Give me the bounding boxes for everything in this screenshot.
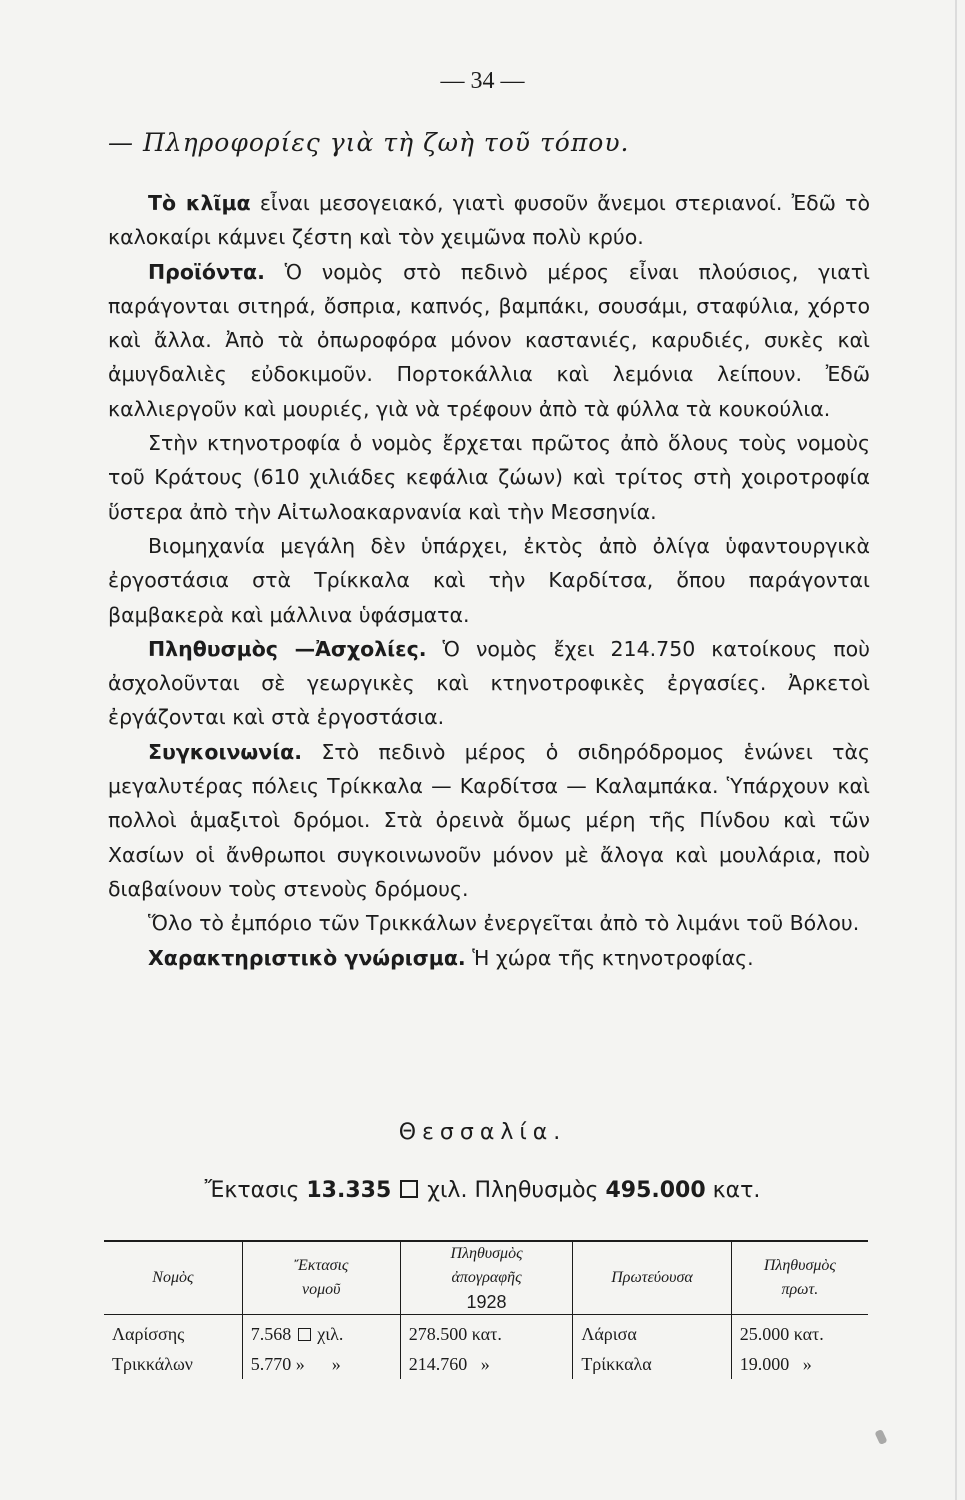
ektasis-label: Ἔκτασις [204, 1178, 300, 1203]
header-ektasis-line1: Ἔκτασις [294, 1257, 349, 1274]
ektasis-unit: χιλ. [427, 1178, 468, 1203]
table-row [104, 1315, 868, 1350]
header-nomos: Νομὸς [104, 1241, 242, 1315]
proionta-text: Ὁ νομὸς στὸ πεδινὸ μέρος εἶναι πλούσιος, γιατὶ παράγονται σιτηρά, ὄσπρια, καπνός, βαμπάκι, σουσάμι, σταφύλια, χόρτο καὶ ἄλλα. Ἀπὸ τὰ ὀπωροφόρα μόνον καστανιές, καρυδιές, συκὲς καὶ ἀμυγδαλιὲς εὐδοκιμοῦν. Πορτοκάλλια καὶ λεμόνια λείπουν. Ἐδῶ καλλιεργοῦν καὶ μουριές, γιὰ νὰ τρέφουν ἀπὸ τὰ φύλλα τὰ κουκούλια. [108, 259, 870, 421]
page-edge-line [955, 0, 957, 1500]
plithysmos-heading: Πληθυσμὸς —Ἀσχολίες. [148, 636, 427, 661]
plithysmos-label: Πληθυσμὸς [474, 1178, 599, 1203]
square-unit-icon [298, 1328, 311, 1341]
nomoi-table [104, 1240, 868, 1379]
cell-ektasis-value: 5.770 [250, 1354, 292, 1374]
proionta-heading: Προϊόντα. [148, 259, 265, 284]
paragraph-ktinotrofia: Στὴν κτηνοτροφία ὁ νομὸς ἔρχεται πρῶτος ἀπὸ ὅλους τοὺς νομοὺς τοῦ Κράτους (610 χιλιάδες κεφάλια ζώων) καὶ τρίτος στὴ χοιροτροφία ὕστερα ἀπὸ τὴν Αἰτωλοακαρνανία καὶ τὴν Μεσσηνία. [108, 431, 870, 524]
cell-ektasis [242, 1349, 400, 1379]
region-stats [0, 1178, 965, 1203]
paragraph-viomichania: Βιομηχανία μεγάλη δὲν ὑπάρχει, ἐκτὸς ἀπὸ ὀλίγα ὑφαντουργικὰ ἐργοστάσια στὰ Τρίκκαλα καὶ τὴν Καρδίτσα, ὅπου παράγονται βαμβακερὰ καὶ μάλλινα ὑφάσματα. [108, 533, 870, 627]
cell-ektasis-value: 7.568 [250, 1324, 292, 1344]
sygkoinonia-heading: Συγκοινωνία. [148, 739, 303, 764]
plithysmos-value: 495.000 [605, 1178, 706, 1203]
paragraph-plithysmos [108, 632, 870, 735]
cell-ektasis-unit: » » [295, 1354, 341, 1374]
table-row [104, 1349, 868, 1379]
page-number: — 34 — [440, 68, 525, 94]
sygkoinonia-text: Στὸ πεδινὸ μέρος ὁ σιδηρόδρομος ἑνώνει τὰς μεγαλυτέρας πόλεις Τρίκκαλα — Καρδίτσα — Καλαμπάκα. Ὑπάρχουν καὶ πολλοὶ ἁμαξιτοὶ δρόμοι. Στὰ ὀρεινὰ ὅμως μέρη τῆς Πίνδου καὶ τῶν Χασίων οἱ ἄνθρωποι συγκοινωνοῦν μόνον μὲ ἄλογα καὶ μουλάρια, ποὺ διαβαίνουν τοὺς στενοὺς δρόμους. [108, 739, 870, 901]
square-unit-icon [400, 1180, 418, 1198]
cell-ektasis-unit: χιλ. [317, 1324, 344, 1344]
paragraph-emporio: Ὅλο τὸ ἐμπόριο τῶν Τρικκάλων ἐνεργεῖται ἀπὸ τὸ λιμάνι τοῦ Βόλου. [148, 911, 860, 936]
ink-stain [874, 1429, 887, 1445]
header-ektasis-line2: νομοῦ [302, 1281, 341, 1298]
header-plithysmos-line1: Πληθυσμὸς [450, 1245, 523, 1262]
section-title: — Πληροφορίες γιὰ τὴ ζωὴ τοῦ τόπου. [108, 128, 630, 157]
cell-nomos: Τρικκάλων [112, 1354, 193, 1374]
cell-ektasis [242, 1315, 400, 1350]
header-plithysmos [400, 1241, 573, 1315]
paragraph-sygkoinonia [108, 735, 870, 906]
header-plith-prot-line1: Πληθυσμὸς [763, 1257, 836, 1274]
cell-plith-prot: 25.000 κατ. [731, 1315, 868, 1350]
region-title: Θεσσαλία. [398, 1120, 567, 1145]
header-plithysmos-year: 1928 [466, 1292, 507, 1312]
cell-protevousa: Τρίκκαλα [573, 1349, 731, 1379]
klima-heading: Τὸ κλῖμα [148, 191, 251, 215]
cell-plithysmos: 278.500 κατ. [400, 1315, 573, 1350]
header-plith-prot-line2: πρωτ. [781, 1281, 819, 1298]
body-text [108, 186, 870, 975]
header-plith-prot [731, 1241, 868, 1315]
cell-plith-prot: 19.000 » [731, 1349, 868, 1379]
cell-protevousa: Λάρισα [573, 1315, 731, 1350]
klima-text: εἶναι μεσογειακό, γιατὶ φυσοῦν ἄνεμοι στεριανοί. Ἐδῶ τὸ καλοκαίρι κάμνει ζέστη καὶ τὸν χειμῶνα πολὺ κρύο. [108, 191, 870, 250]
paragraph-proionta [108, 255, 870, 426]
paragraph-gnorisma [108, 941, 870, 975]
cell-nomos: Λαρίσσης [112, 1324, 185, 1344]
paragraph-klima [108, 186, 870, 255]
table-header-row [104, 1241, 868, 1315]
header-protevousa: Πρωτεύουσα [573, 1241, 731, 1315]
gnorisma-heading: Χαρακτηριστικὸ γνώρισμα. [148, 945, 466, 970]
plithysmos-text: Ὁ νομὸς ἔχει 214.750 κατοίκους ποὺ ἀσχολοῦνται σὲ γεωργικὲς καὶ κτηνοτροφικὲς ἐργασίες. Ἀρκετοὶ ἐργάζονται καὶ στὰ ἐργοστάσια. [108, 636, 870, 730]
cell-plithysmos: 214.760 » [400, 1349, 573, 1379]
plithysmos-unit: κατ. [712, 1178, 761, 1203]
header-ektasis [242, 1241, 400, 1315]
header-plithysmos-line2: ἀπογραφῆς [451, 1269, 522, 1286]
ektasis-value: 13.335 [306, 1178, 392, 1203]
gnorisma-text: Ἡ χώρα τῆς κτηνοτροφίας. [465, 945, 754, 970]
